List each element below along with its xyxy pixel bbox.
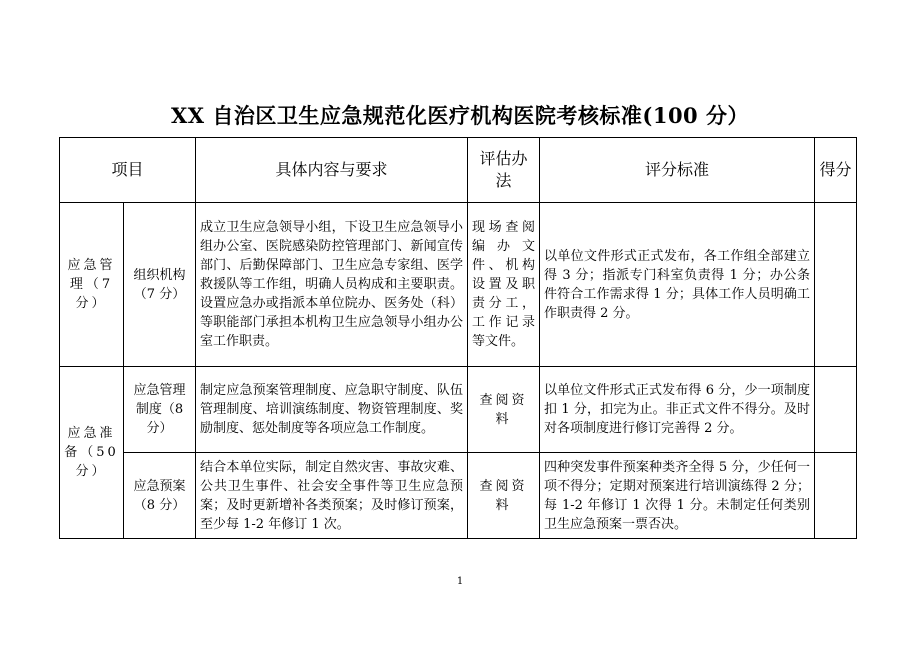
page-number: 1 xyxy=(456,576,464,587)
assessment-table xyxy=(59,137,857,539)
sub-item-cell: 组织机构（7 分） xyxy=(124,203,196,367)
category-cell: 应急准备（50分） xyxy=(60,367,124,539)
header-method: 评估办法 xyxy=(468,138,540,203)
table-row xyxy=(60,203,857,367)
content-cell: 结合本单位实际，制定自然灾害、事故灾难、公共卫生事件、社会安全事件等卫生应急预案；及时更新增补各类预案；及时修订预案，至少每 1-2 年修订 1 次。 xyxy=(196,453,468,539)
method-cell: 查阅资料 xyxy=(468,367,540,453)
table-header-row xyxy=(60,138,857,203)
content-cell: 制定应急预案管理制度、应急职守制度、队伍管理制度、培训演练制度、物资管理制度、奖励制度、惩处制度等各项应急工作制度。 xyxy=(196,367,468,453)
header-score: 得分 xyxy=(815,138,857,203)
category-cell: 应急管理（7分） xyxy=(60,203,124,367)
table-row xyxy=(60,367,857,453)
standard-cell: 以单位文件形式正式发布，各工作组全部建立得 3 分；指派专门科室负责得 1 分；办公条件符合工作需求得 1 分；具体工作人员明确工作职责得 2 分。 xyxy=(540,203,815,367)
sub-item-cell: 应急预案（8 分） xyxy=(124,453,196,539)
standard-cell: 以单位文件形式正式发布得 6 分，少一项制度扣 1 分，扣完为止。非正式文件不得分。及时对各项制度进行修订完善得 2 分。 xyxy=(540,367,815,453)
table-row xyxy=(60,453,857,539)
score-cell xyxy=(815,203,857,367)
score-cell xyxy=(815,367,857,453)
standard-cell: 四种突发事件预案种类齐全得 5 分，少任何一项不得分；定期对预案进行培训演练得 2 分；每 1-2 年修订 1 次得 1 分。未制定任何类别卫生应急预案一票否决。 xyxy=(540,453,815,539)
header-content: 具体内容与要求 xyxy=(196,138,468,203)
document-title: XX 自治区卫生应急规范化医疗机构医院考核标准(100 分） xyxy=(171,103,749,128)
score-cell xyxy=(815,453,857,539)
header-standard: 评分标准 xyxy=(540,138,815,203)
content-cell: 成立卫生应急领导小组，下设卫生应急领导小组办公室、医院感染防控管理部门、新闻宣传部门、后勤保障部门、卫生应急专家组、医学救援队等工作组，明确人员构成和主要职责。设置应急办或指派本单位院办、医务处（科）等职能部门承担本机构卫生应急领导小组办公室工作职责。 xyxy=(196,203,468,367)
method-cell: 查阅资料 xyxy=(468,453,540,539)
header-item: 项目 xyxy=(60,138,196,203)
method-cell: 现场查阅编办文件、机构设置及职责分工，工作记录等文件。 xyxy=(468,203,540,367)
sub-item-cell: 应急管理制度（8 分） xyxy=(124,367,196,453)
